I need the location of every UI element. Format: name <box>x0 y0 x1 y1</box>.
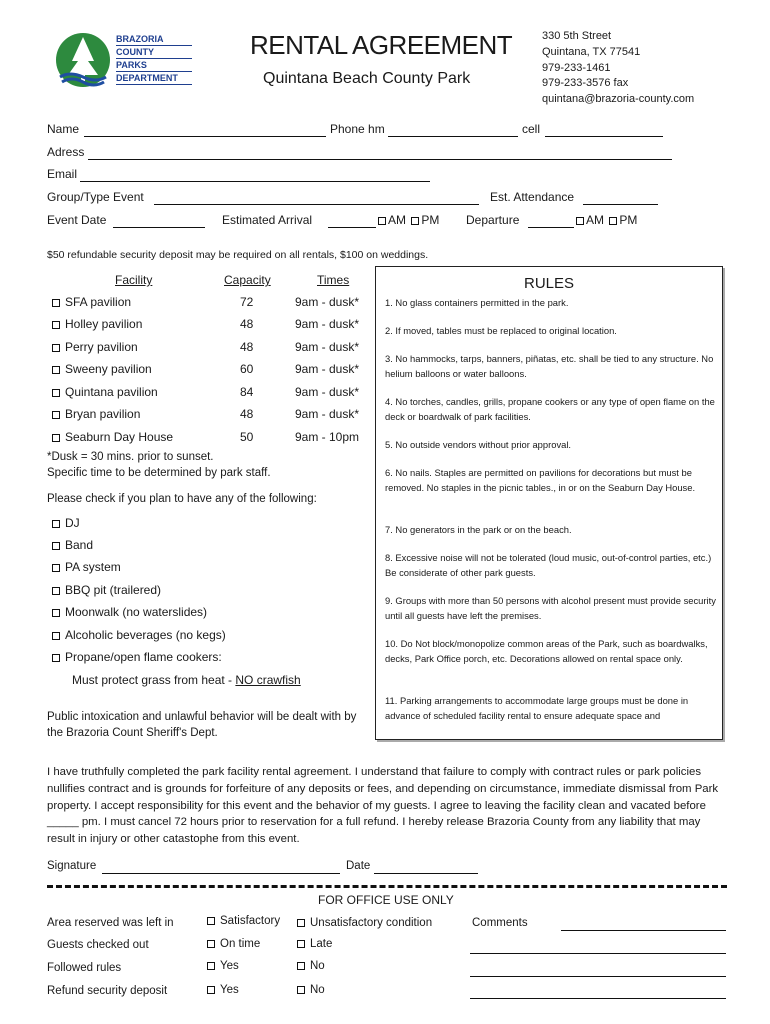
attendance-label: Est. Attendance <box>490 190 575 204</box>
logo-line-1: BRAZORIA <box>116 33 192 46</box>
page-title: RENTAL AGREEMENT <box>250 30 513 60</box>
extras-prompt: Please check if you plan to have any of the following: <box>47 493 317 505</box>
facility-name: Sweeny pavilion <box>65 362 152 376</box>
extra-option-alcohol[interactable] <box>52 628 226 642</box>
departure-field[interactable] <box>528 227 574 228</box>
facility-option[interactable] <box>52 317 142 331</box>
no-crawfish-text: NO crawfish <box>235 673 301 687</box>
facility-option[interactable] <box>52 295 131 309</box>
opt-label: Yes <box>220 960 239 972</box>
opt-label: No <box>310 960 325 972</box>
comments-label: Comments <box>472 917 528 929</box>
office-row-label: Refund security deposit <box>47 985 168 997</box>
checkbox-icon[interactable] <box>297 940 305 948</box>
pm-label: PM <box>619 213 638 227</box>
checkbox-icon[interactable] <box>52 632 60 640</box>
rule-item: 8. Excessive noise will not be tolerated (loud music, out-of-control parties, etc.) Be considerate of other park guests. <box>385 552 712 578</box>
fax-line: 979-233-3576 fax <box>542 77 629 90</box>
arrival-am-checkbox[interactable] <box>378 217 386 225</box>
facility-times: 9am - dusk* <box>295 295 360 309</box>
rule-item: 7. No generators in the park or on the beach. <box>385 524 572 535</box>
facility-times: 9am - dusk* <box>295 362 360 376</box>
checkbox-icon[interactable] <box>52 321 60 329</box>
email-line: quintana@brazoria-county.com <box>542 93 695 106</box>
facility-capacity: 72 <box>240 295 254 309</box>
office-opt2[interactable] <box>297 960 325 972</box>
office-opt2[interactable] <box>297 938 332 950</box>
facility-times: 9am - dusk* <box>295 407 360 421</box>
extra-option-dj[interactable] <box>52 516 80 530</box>
facility-capacity: 48 <box>240 317 254 331</box>
checkbox-icon[interactable] <box>52 564 60 572</box>
facility-option[interactable] <box>52 430 173 444</box>
extra-label: DJ <box>65 516 80 530</box>
rule-item: 11. Parking arrangements to accommodate large groups must be done in advance of scheduled facility rental to ensure adequate space and <box>385 695 689 721</box>
event-date-field[interactable] <box>113 227 205 228</box>
rule-item: 6. No nails. Staples are permitted on pavilions for decorations but must be removed. No staples in the picnic tables., in or on the Seaburn Day House. <box>385 467 696 493</box>
arrival-ampm <box>376 213 439 227</box>
email-label: Email <box>47 167 78 181</box>
office-opt2[interactable] <box>297 984 325 996</box>
signature-field[interactable] <box>102 873 340 874</box>
facility-name: Quintana pavilion <box>65 385 158 399</box>
office-opt2[interactable] <box>297 917 432 929</box>
grass-note-text: Must protect grass from heat - <box>72 673 236 687</box>
date-label: Date <box>346 860 371 872</box>
departure-am-checkbox[interactable] <box>576 217 584 225</box>
address-label: Adress <box>47 145 85 159</box>
extra-label: Moonwalk (no waterslides) <box>65 605 208 619</box>
departure-ampm <box>574 213 637 227</box>
deposit-note: $50 refundable security deposit may be required on all rentals, $100 on weddings. <box>47 249 429 261</box>
phone-field[interactable] <box>388 136 518 137</box>
facility-option[interactable] <box>52 362 152 376</box>
date-field[interactable] <box>374 873 478 874</box>
office-row-label: Guests checked out <box>47 939 149 951</box>
facility-name: Seaburn Day House <box>65 430 174 444</box>
signature-label: Signature <box>47 860 97 872</box>
facility-capacity: 48 <box>240 407 254 421</box>
office-row-label: Area reserved was left in <box>47 917 174 929</box>
extra-label: Propane/open flame cookers: <box>65 650 222 664</box>
address-line: Quintana, TX 77541 <box>542 45 641 58</box>
rule-item: 2. If moved, tables must be replaced to original location. <box>385 325 617 336</box>
facility-times: 9am - dusk* <box>295 340 360 354</box>
opt-label: On time <box>220 938 261 950</box>
checkbox-icon[interactable] <box>52 344 60 352</box>
checkbox-icon[interactable] <box>52 434 60 442</box>
checkbox-icon[interactable] <box>52 609 60 617</box>
dusk-footnote: *Dusk = 30 mins. prior to sunset. <box>47 451 214 463</box>
extra-label: Band <box>65 538 94 552</box>
times-header: Times <box>317 273 350 287</box>
office-opt1[interactable] <box>207 984 239 996</box>
checkbox-icon[interactable] <box>52 520 60 528</box>
park-address <box>542 29 694 108</box>
comments-line[interactable] <box>470 953 726 954</box>
rule-item: 3. No hammocks, tarps, banners, piñatas, etc. shall be tied to any structure. No helium balloons or water balloons. <box>385 353 714 379</box>
office-row-label: Followed rules <box>47 962 122 974</box>
facility-capacity: 50 <box>240 430 254 444</box>
comments-line[interactable] <box>470 976 726 977</box>
agreement-paragraph: I have truthfully completed the park facility rental agreement. I understand that failure to comply with contract rules or park policies nullifies contract and is grounds for forfeiture of any deposits or fees, and depending on circumstance, immediate dismissal from Park property. I accept responsibility for this event and the behavior of my guests. I agree to leaving the facility clean and vacated before _____ pm. I must cancel 72 hours prior to reservation for a full refund. I hereby release Brazoria County from any liability that may result in injury or other catastophe from this event. <box>47 766 719 846</box>
intox-note-line2: the Brazoria Count Sheriff's Dept. <box>47 727 218 739</box>
page-subtitle: Quintana Beach County Park <box>263 70 471 87</box>
rule-item: 1. No glass containers permitted in the park. <box>385 297 569 308</box>
extra-label: PA system <box>65 560 121 574</box>
group-field[interactable] <box>154 204 479 205</box>
arrival-pm-checkbox[interactable] <box>411 217 419 225</box>
checkbox-icon[interactable] <box>207 917 215 925</box>
checkbox-icon[interactable] <box>52 654 60 662</box>
facility-option[interactable] <box>52 385 158 399</box>
checkbox-icon[interactable] <box>297 986 305 994</box>
logo-line-2: COUNTY <box>116 46 192 59</box>
office-opt1[interactable] <box>207 960 239 972</box>
pm-label: PM <box>421 213 440 227</box>
address-line: 330 5th Street <box>542 30 612 42</box>
facility-times: 9am - dusk* <box>295 317 360 331</box>
cell-label: cell <box>522 122 541 136</box>
checkbox-icon[interactable] <box>52 411 60 419</box>
opt-label: Satisfactory <box>220 915 281 927</box>
tree-emblem-icon <box>54 31 112 89</box>
logo-line-4: DEPARTMENT <box>116 72 192 85</box>
checkbox-icon[interactable] <box>52 366 60 374</box>
facility-name: Bryan pavilion <box>65 407 141 421</box>
rule-item: 10. Do Not block/monopolize common areas of the Park, such as boardwalks, decks, Park Office porch, etc. Decorations allowed on rental space only. <box>385 638 708 664</box>
checkbox-icon[interactable] <box>207 986 215 994</box>
intox-note-line1: Public intoxication and unlawful behavior will be dealt with by <box>47 711 357 723</box>
checkbox-icon[interactable] <box>52 299 60 307</box>
facility-capacity: 84 <box>240 385 254 399</box>
attendance-field[interactable] <box>583 204 658 205</box>
rules-box <box>375 266 723 740</box>
opt-label: No <box>310 984 325 996</box>
facility-name: Holley pavilion <box>65 317 143 331</box>
departure-pm-checkbox[interactable] <box>609 217 617 225</box>
checkbox-icon[interactable] <box>207 940 215 948</box>
email-field[interactable] <box>80 181 430 182</box>
group-label: Group/Type Event <box>47 190 144 204</box>
opt-label: Unsatisfactory condition <box>310 917 433 929</box>
rule-item: 4. No torches, candles, grills, propane cookers or any type of open flame on the deck or boardwalk of park facilities. <box>385 396 715 422</box>
extra-option-pa[interactable] <box>52 560 121 574</box>
checkbox-icon[interactable] <box>297 962 305 970</box>
name-field[interactable] <box>84 136 326 137</box>
checkbox-icon[interactable] <box>297 919 305 927</box>
checkbox-icon[interactable] <box>207 962 215 970</box>
arrival-label: Estimated Arrival <box>222 213 313 227</box>
comments-line[interactable] <box>561 930 726 931</box>
phone-label: Phone hm <box>330 122 385 136</box>
extra-option-band[interactable] <box>52 538 93 552</box>
rule-item: 5. No outside vendors without prior approval. <box>385 439 572 450</box>
time-footnote: Specific time to be determined by park staff. <box>47 467 271 479</box>
opt-label: Yes <box>220 984 239 996</box>
facility-times: 9am - dusk* <box>295 385 360 399</box>
extra-label: Alcoholic beverages (no kegs) <box>65 628 226 642</box>
office-opt1[interactable] <box>207 938 260 950</box>
cell-field[interactable] <box>545 136 663 137</box>
event-date-label: Event Date <box>47 213 107 227</box>
comments-line[interactable] <box>470 998 726 999</box>
facility-option[interactable] <box>52 340 138 354</box>
name-label: Name <box>47 122 80 136</box>
am-label: AM <box>586 213 604 227</box>
extra-option-bbq[interactable] <box>52 583 161 597</box>
opt-label: Late <box>310 938 333 950</box>
checkbox-icon[interactable] <box>52 389 60 397</box>
facility-option[interactable] <box>52 407 140 421</box>
logo-line-3: PARKS <box>116 59 192 72</box>
phone-line: 979-233-1461 <box>542 61 611 74</box>
county-logo <box>54 31 194 89</box>
capacity-header: Capacity <box>224 273 271 287</box>
am-label: AM <box>388 213 406 227</box>
extra-option-propane[interactable] <box>52 650 222 664</box>
checkbox-icon[interactable] <box>52 542 60 550</box>
facility-capacity: 60 <box>240 362 254 376</box>
extra-option-moonwalk[interactable] <box>52 605 207 619</box>
arrival-field[interactable] <box>328 227 376 228</box>
rule-item: 9. Groups with more than 50 persons with alcohol present must provide security until all guests have left the premises. <box>385 595 716 621</box>
facility-header: Facility <box>115 273 153 287</box>
facility-name: Perry pavilion <box>65 340 138 354</box>
departure-label: Departure <box>466 213 520 227</box>
rules-title: RULES <box>523 275 575 292</box>
facility-capacity: 48 <box>240 340 254 354</box>
office-opt1[interactable] <box>207 915 280 927</box>
office-title: FOR OFFICE USE ONLY <box>318 893 454 907</box>
grass-note <box>72 673 301 687</box>
cut-divider <box>47 885 727 888</box>
facility-name: SFA pavilion <box>65 295 132 309</box>
facility-times: 9am - 10pm <box>295 430 360 444</box>
extra-label: BBQ pit (trailered) <box>65 583 162 597</box>
address-field[interactable] <box>88 159 672 160</box>
checkbox-icon[interactable] <box>52 587 60 595</box>
